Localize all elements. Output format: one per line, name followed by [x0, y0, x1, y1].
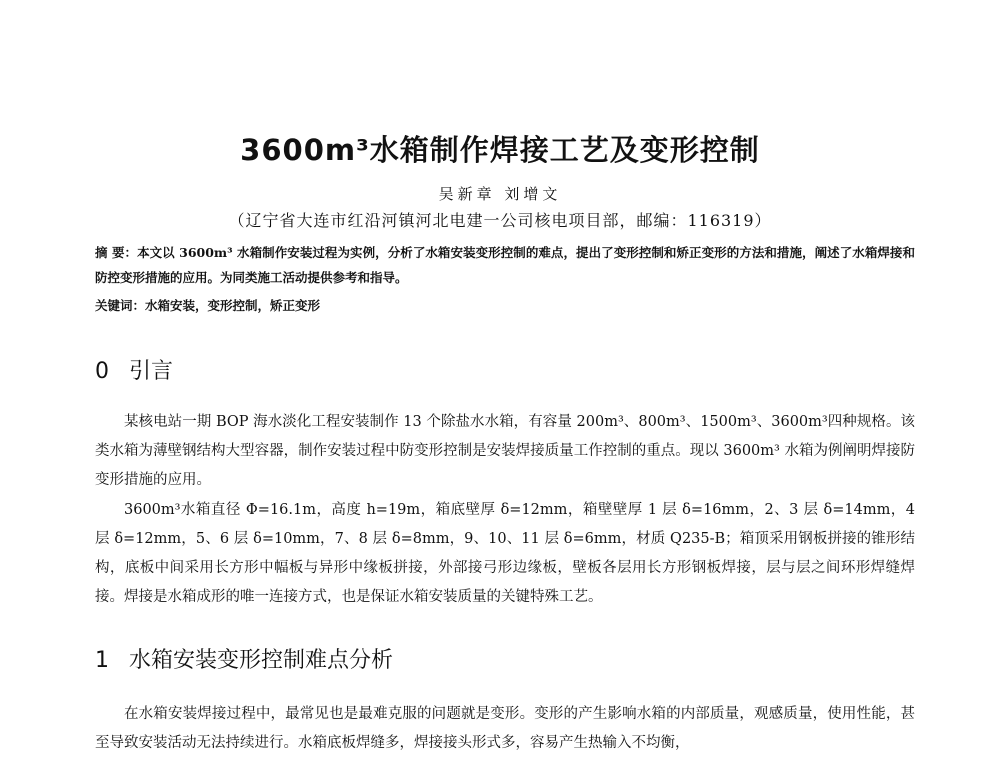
body-paragraph: 3600m³水箱直径 Φ=16.1m，高度 h=19m，箱底壁厚 δ=12mm，箱壁壁厚 1 层 δ=16mm，2、3 层 δ=14mm，4 层 δ=12mm，5、6 层 δ=10mm，7、8 层 δ=8mm，9、10、11 层 δ=6mm，材质 Q235-B；箱顶采用钢板拼接的锥形结构，底板中间采用长方形中幅板与异形中缘板拼接，外部接弓形边缘板，壁板各层用长方形钢板焊接，层与层之间环形焊缝焊接。焊接是水箱成形的唯一连接方式，也是保证水箱安装质量的关键特殊工艺。: [95, 502, 915, 605]
body-paragraph: 在水箱安装焊接过程中，最常见也是最难克服的问题就是变形。变形的产生影响水箱的内部质量，观感质量，使用性能，甚至导致安装活动无法持续进行。水箱底板焊缝多，焊接接头形式多，容易产生热输入不均衡，: [95, 706, 915, 751]
body-paragraph: 某核电站一期 BOP 海水淡化工程安装制作 13 个除盐水水箱，有容量 200m³、800m³、1500m³、3600m³四种规格。该类水箱为薄壁钢结构大型容器，制作安装过程中防变形控制是安装焊接质量工作控制的重点。现以 3600m³ 水箱为例阐明焊接防变形措施的应用。: [95, 414, 915, 488]
section-number: 1: [95, 648, 109, 673]
section-title: 引言: [129, 359, 174, 384]
abstract: 摘 要：本文以 3600m³ 水箱制作安装过程为实例，分析了水箱安装变形控制的难点，提出了变形控制和矫正变形的方法和措施，阐述了水箱焊接和防控变形措施的应用。为同类施工活动提供参考和指导。: [95, 245, 915, 285]
section-heading-introduction: [95, 354, 173, 385]
author-affiliation: （辽宁省大连市红沿河镇河北电建一公司核电项目部，邮编：116319）: [228, 211, 772, 230]
section-heading-difficulty-analysis: [95, 643, 393, 674]
paper-title: 3600m³水箱制作焊接工艺及变形控制: [240, 133, 760, 167]
section-number: 0: [95, 359, 109, 384]
section-title: 水箱安装变形控制难点分析: [129, 648, 394, 673]
keywords: 关键词：水箱安装，变形控制，矫正变形: [95, 298, 321, 313]
paper-authors: 吴新章 刘增文: [438, 185, 562, 203]
